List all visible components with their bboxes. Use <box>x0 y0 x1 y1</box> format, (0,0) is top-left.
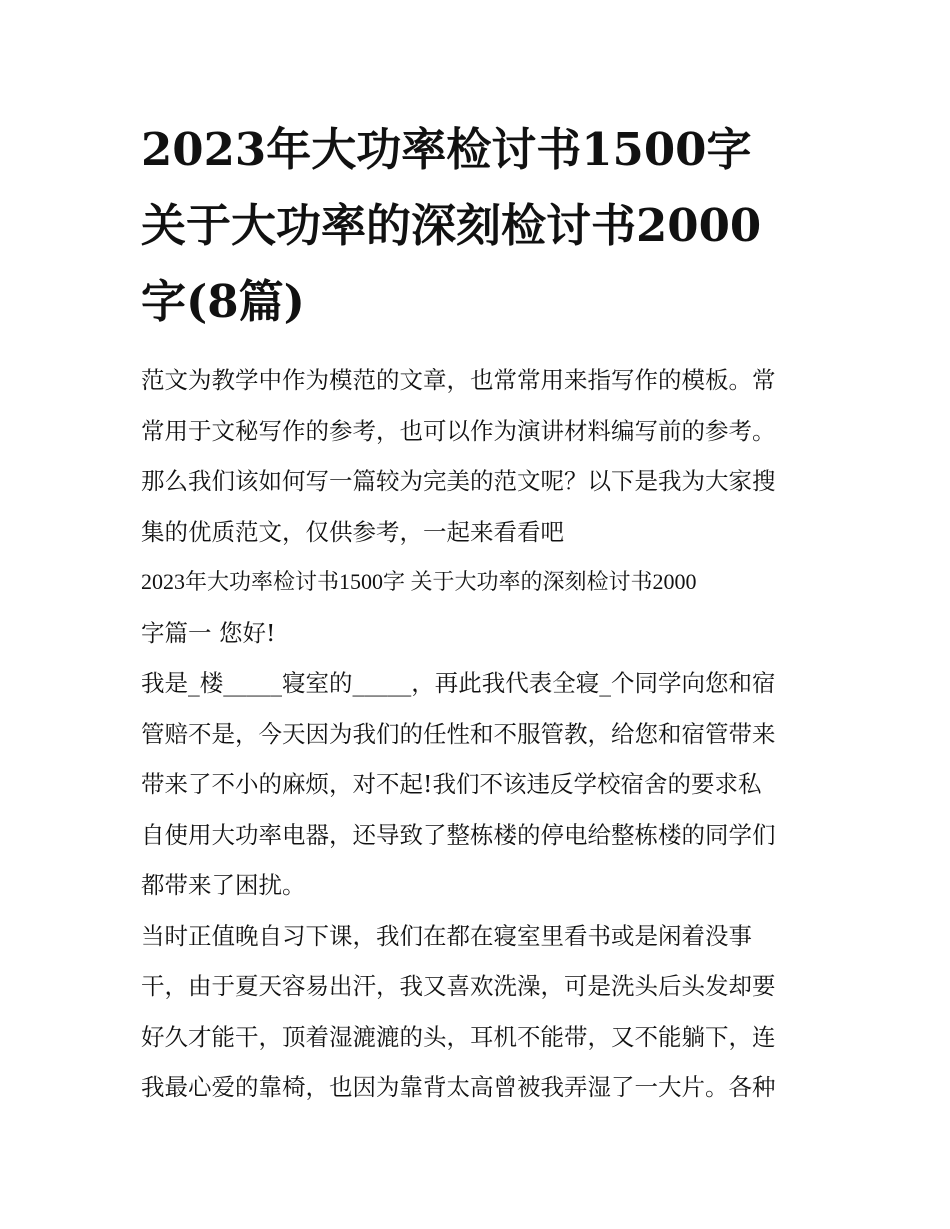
text-line: 都带来了困扰。 <box>141 871 306 899</box>
text-line: 我是_楼_____寝室的_____，再此我代表全寝_个同学向您和宿 <box>141 669 776 697</box>
paragraph <box>141 911 821 1113</box>
text-line: 管赔不是，今天因为我们的任性和不服管教，给您和宿管带来 <box>141 719 776 748</box>
document-title <box>141 112 821 340</box>
text-line: 我最心爱的靠椅，也因为靠背太高曾被我弄湿了一大片。各种 <box>141 1073 776 1101</box>
text-line: 干，由于夏天容易出汗，我又喜欢洗澡，可是洗头后头发却要 <box>141 972 776 1000</box>
text-line: 那么我们该如何写一篇较为完美的范文呢？以下是我为大家搜 <box>141 467 776 495</box>
text-line: 常用于文秘写作的参考，也可以作为演讲材料编写前的参考。 <box>141 416 776 445</box>
text-line: 当时正值晚自习下课，我们在都在寝室里看书或是闲着没事 <box>141 921 752 950</box>
text-line: 自使用大功率电器，还导致了整栋楼的停电给整栋楼的同学们 <box>141 820 776 849</box>
text-line: 好久才能干，顶着湿漉漉的头，耳机不能带，又不能躺下，连 <box>141 1022 776 1051</box>
title-line: 2023年大功率检讨书1500字 <box>141 123 752 176</box>
intro-paragraph <box>141 355 821 557</box>
text-line: 字篇一 您好! <box>141 618 276 647</box>
paragraph <box>141 658 821 911</box>
text-line: 集的优质范文，仅供参考，一起来看看吧 <box>141 517 564 546</box>
title-line: 字(8篇) <box>141 275 305 328</box>
title-line: 关于大功率的深刻检讨书2000 <box>141 199 762 252</box>
text-line: 带来了不小的麻烦，对不起!我们不该违反学校宿舍的要求私 <box>141 770 762 798</box>
document-body <box>141 355 821 1113</box>
text-line: 范文为教学中作为模范的文章，也常常用来指写作的模板。常 <box>141 366 776 394</box>
text-line: 2023年大功率检讨书1500字 关于大功率的深刻检讨书2000 <box>141 569 697 594</box>
section-heading <box>141 557 821 658</box>
